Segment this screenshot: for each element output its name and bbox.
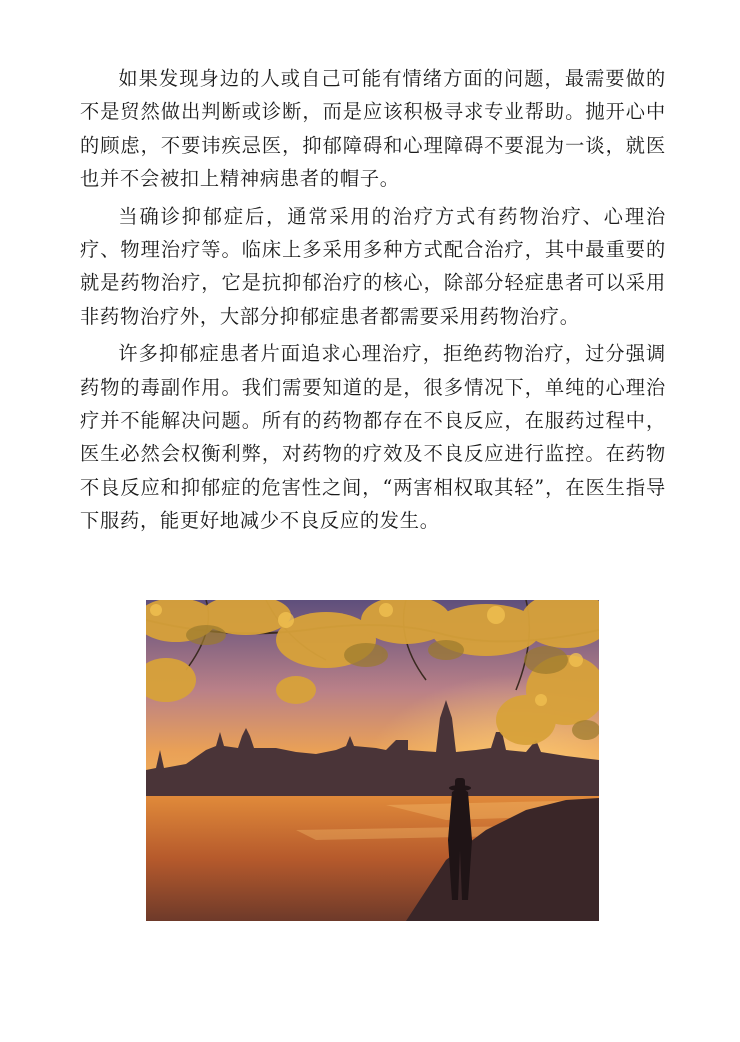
paragraph-3: 许多抑郁症患者片面追求心理治疗，拒绝药物治疗，过分强调药物的毒副作用。我们需要知道的是，很多情况下，单纯的心理治疗并不能解决问题。所有的药物都存在不良反应，在服药过程中，医生必然会权衡利弊，对药物的疗效及不良反应进行监控。在药物不良反应和抑郁症的危害性之间，“两害相权取其轻”，在医生指导下服药，能更好地减少不良反应的发生。 bbox=[80, 342, 666, 533]
paragraph-2: 当确诊抑郁症后，通常采用的治疗方式有药物治疗、心理治疗、物理治疗等。临床上多采用多种方式配合治疗，其中最重要的就是药物治疗，它是抗抑郁治疗的核心，除部分轻症患者可以采用非药物治疗外，大部分抑郁症患者都需要采用药物治疗。 bbox=[80, 204, 666, 328]
sunset-illustration bbox=[146, 600, 599, 921]
article-body bbox=[80, 62, 666, 542]
sunset-scene-svg bbox=[146, 600, 599, 921]
paragraph-1: 如果发现身边的人或自己可能有情绪方面的问题，最需要做的不是贸然做出判断或诊断，而是应该积极寻求专业帮助。抛开心中的顾虑，不要讳疾忌医，抑郁障碍和心理障碍不要混为一谈，就医也并不会被扣上精神病患者的帽子。 bbox=[80, 67, 666, 191]
